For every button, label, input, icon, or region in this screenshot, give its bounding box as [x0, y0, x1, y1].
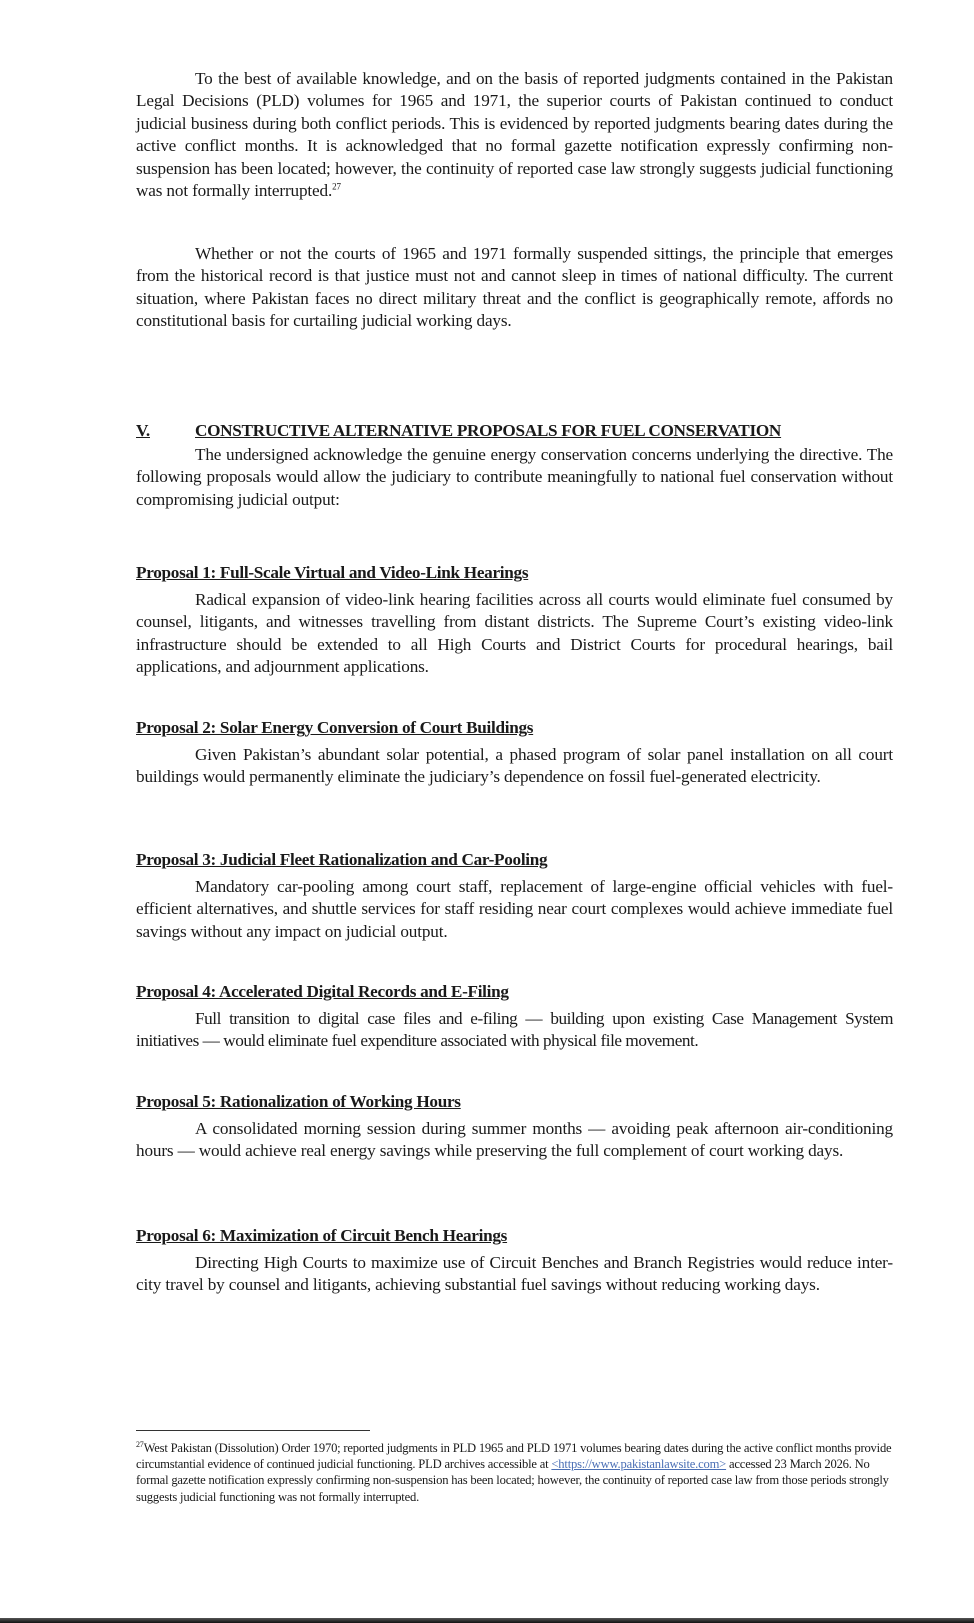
proposal-heading: Proposal 1: Full-Scale Virtual and Video-Link Hearings: [136, 563, 529, 582]
proposal-1: [136, 562, 893, 679]
section-intro: The undersigned acknowledge the genuine energy conservation concerns underlying the directive. The following proposals would allow the judiciary to contribute meaningfully to national fuel conservation without compromising judicial output:: [136, 445, 893, 509]
proposal-body: Full transition to digital case files and e-filing — building upon existing Case Management System initiatives — would eliminate fuel expenditure associated with physical file movement.: [136, 1009, 893, 1051]
section-number: V.: [136, 421, 150, 440]
proposal-3: [136, 849, 893, 943]
proposal-heading: Proposal 6: Maximization of Circuit Bench Hearings: [136, 1226, 508, 1245]
proposal-body: Mandatory car-pooling among court staff, replacement of large-engine official vehicles with fuel-efficient alternatives, and shuttle services for staff residing near court complexes would achieve immediate fuel savings without any impact on judicial output.: [136, 877, 893, 941]
proposal-body: A consolidated morning session during summer months — avoiding peak afternoon air-conditioning hours — would achieve real energy savings while preserving the full complement of court working days.: [136, 1119, 893, 1161]
paragraph-text: To the best of available knowledge, and on the basis of reported judgments contained in the Pakistan Legal Decisions (PLD) volumes for 1965 and 1971, the superior courts of Pakistan continued to conduct judicial business during both conflict periods. This is evidenced by reported judgments bearing dates during the active conflict months. It is acknowledged that no formal gazette notification expressly confirming non-suspension has been located; however, the continuity of reported case law strongly suggests judicial functioning was not formally interrupted.: [136, 69, 893, 201]
footnote-separator: [136, 1430, 370, 1431]
proposal-heading: Proposal 5: Rationalization of Working Hours: [136, 1092, 461, 1111]
proposal-5: [136, 1091, 893, 1163]
viewer-bottom-edge: [0, 1618, 974, 1623]
paragraph-pld-continuity: [136, 68, 893, 202]
footnote-number: 27: [136, 1439, 144, 1449]
proposal-4: [136, 981, 893, 1053]
pakistanlawsite-link[interactable]: <https://www.pakistanlawsite.com>: [551, 1457, 727, 1472]
proposal-body: Directing High Courts to maximize use of Circuit Benches and Branch Registries would reduce inter-city travel by counsel and litigants, achieving substantial fuel savings without reducing working days.: [136, 1253, 893, 1295]
proposal-2: [136, 717, 893, 789]
proposal-body: Given Pakistan’s abundant solar potential, a phased program of solar panel installation on all court buildings would permanently eliminate the judiciary’s dependence on fossil fuel-generated electricity.: [136, 745, 893, 787]
footnote-text-after-link: accessed 23 March 2026. No formal gazette notification expressly confirming non-suspension has been located; however, the continuity of reported case law from those periods strongly suggests judicial functioning was not formally interrupted.: [136, 1457, 889, 1504]
footnote-text-before-link: West Pakistan (Dissolution) Order 1970; reported judgments in PLD 1965 and PLD 1971 volumes bearing dates during the active conflict months provide circumstantial evidence of continued judicial functioning. PLD archives accessible at: [136, 1441, 892, 1472]
paragraph-justice-principle: Whether or not the courts of 1965 and 1971 formally suspended sittings, the principle that emerges from the historical record is that justice must not and cannot sleep in times of national difficulty. The current situation, where Pakistan faces no direct military threat and the conflict is geographically remote, affords no constitutional basis for curtailing judicial working days.: [136, 244, 893, 331]
section-heading: [136, 420, 893, 442]
footnote-reference[interactable]: 27: [332, 181, 341, 192]
proposal-heading: Proposal 2: Solar Energy Conversion of Court Buildings: [136, 718, 534, 737]
proposal-6: [136, 1225, 893, 1297]
proposal-heading: Proposal 3: Judicial Fleet Rationalization and Car-Pooling: [136, 850, 548, 869]
proposal-heading: Proposal 4: Accelerated Digital Records and E-Filing: [136, 982, 509, 1001]
section-title: CONSTRUCTIVE ALTERNATIVE PROPOSALS FOR FUEL CONSERVATION: [195, 421, 782, 440]
proposal-body: Radical expansion of video-link hearing facilities across all courts would eliminate fuel consumed by counsel, litigants, and witnesses travelling from distant districts. The Supreme Court’s existing video-link infrastructure should be extended to all High Courts and District Courts for procedural hearings, bail applications, and adjournment applications.: [136, 590, 893, 677]
footnote-27: [136, 1440, 893, 1505]
